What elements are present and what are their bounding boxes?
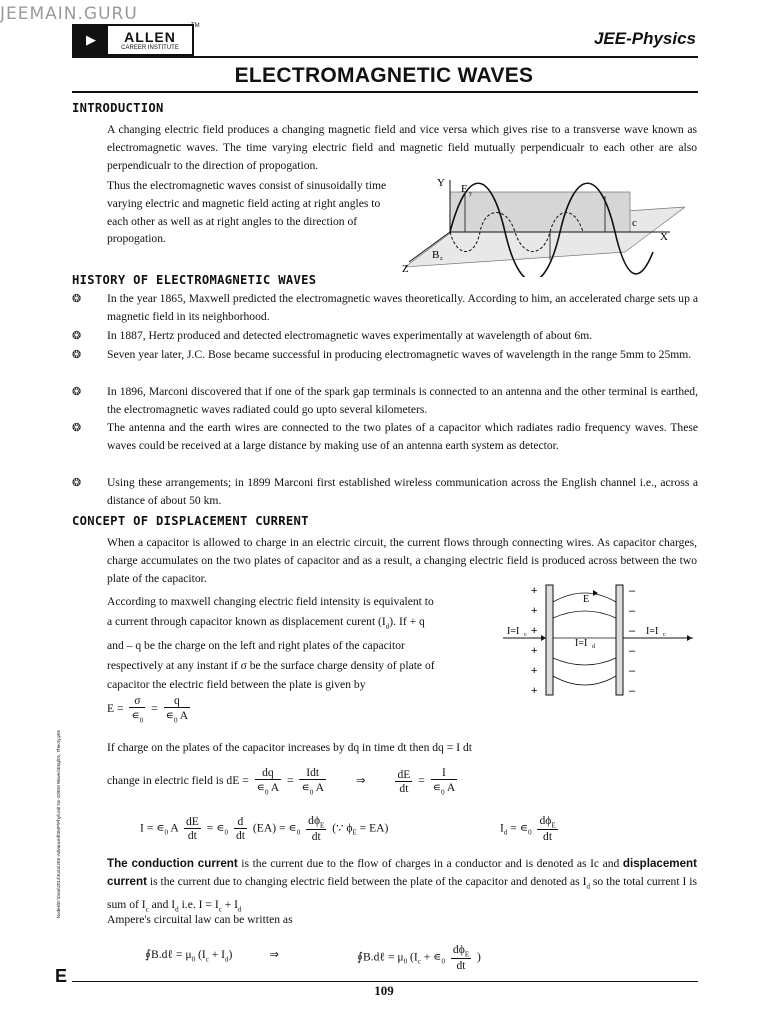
history-item-3 <box>72 346 698 364</box>
displacement-paragraph-3: If charge on the plates of the capacitor increases by dq in time dt then dq = I dt <box>107 741 472 754</box>
p2-line-2: a current through capacitor known as displacement curent (I <box>107 614 386 628</box>
bullet-icon: ❂ <box>72 385 82 398</box>
bz-label: B <box>432 249 440 261</box>
ey-sub: y <box>469 191 472 197</box>
z-axis-label: Z <box>402 263 409 275</box>
car-icon: ▶ <box>74 26 108 54</box>
p2-line-2-end: ). If + q <box>389 614 425 628</box>
bz-sub: z <box>440 256 443 262</box>
title-rule <box>72 91 698 93</box>
y-axis-label: Y <box>437 177 445 189</box>
eq-text: = <box>287 773 294 787</box>
history-item-5 <box>72 419 698 455</box>
left-current-sub: c <box>524 632 527 638</box>
plus-sign: + <box>531 625 538 637</box>
equation-field <box>107 694 193 724</box>
displacement-heading: CONCEPT OF DISPLACEMENT CURRENT <box>72 514 309 528</box>
history-item-text: The antenna and the earth wires are connected to the two plates of a capacitor which radiates radio frequency waves. These waves could be received at a large distance by making use of an antenna earth system as detector. <box>107 421 698 452</box>
fraction: $\frac{d\phi_E}{dt}$ <box>539 814 556 844</box>
fraction: $\frac{\text{Idt}}{∊_0 A}$ <box>301 766 324 797</box>
minus-sign: – <box>629 685 636 697</box>
fraction: $\frac{dE}{dt}$ <box>185 815 199 843</box>
field-label: E <box>583 594 590 605</box>
p2-line-4: respectively at any instant if σ be the surface charge density of plate of <box>107 658 435 672</box>
ey-label: E <box>461 183 468 195</box>
p2-line-5: capacitor the electric field between the plate is given by <box>107 678 366 692</box>
conduction-current-term: The conduction current <box>107 857 238 870</box>
fraction: $\frac{dq}{∊_0 A}$ <box>256 766 280 797</box>
fraction: $\frac{dE}{dt}$ <box>397 767 411 795</box>
implies-symbol: ⇒ <box>355 773 366 787</box>
allen-logo <box>72 24 194 56</box>
history-item-4 <box>72 383 698 419</box>
p2-line-3: and – q be the charge on the left and right plates of the capacitor <box>107 639 405 653</box>
fraction: $\frac{q}{∊_0 A}$ <box>165 694 189 725</box>
bullet-icon: ❂ <box>72 421 82 434</box>
bullet-icon: ❂ <box>72 292 82 305</box>
plus-sign: + <box>531 585 538 597</box>
history-item-text: Seven year later, J.C. Bose became successful in producing electromagnetic waves of wavelength in the range 5mm to 25mm. <box>107 348 692 361</box>
plus-sign: + <box>531 665 538 677</box>
intro-heading: INTRODUCTION <box>72 101 164 115</box>
history-item-1 <box>72 290 698 326</box>
displacement-paragraph-4: The conduction current is the current due to the flow of charges in a conductor and is denoted as Ic and displacement current is the current due to changing electric field between the plate of the capacitor and denoted as $I_d$ so the total current I is sum of $I_c$ and $I_d$ i.e. $I = I_c + I_d$ <box>107 857 698 914</box>
fraction: $\frac{d\phi_E}{dt}$ <box>308 814 325 844</box>
eq-text: change in electric field is dE = <box>107 773 249 787</box>
equation-ampere-1: ∮B.dℓ = $\mu_0$ $(I_c + I_d)$ ⇒ <box>145 948 280 964</box>
bullet-icon: ❂ <box>72 329 82 342</box>
history-item-text: In 1896, Marconi discovered that if one of the spark gap terminals is connected to an antenna and the other terminal is earthed, the electromagnetic waves radiated could go upto several kilometers. <box>107 385 698 416</box>
eq-text: = <box>151 701 158 715</box>
minus-sign: – <box>629 585 636 597</box>
history-item-2 <box>72 327 698 345</box>
history-item-text: In 1887, Hertz produced and detected electromagnetic waves experimentally at wavelength of about 6m. <box>107 329 593 342</box>
displacement-paragraph-5: Ampere's circuital law can be written as <box>107 913 293 926</box>
equation-dE <box>107 766 460 796</box>
c-label: c <box>632 217 637 229</box>
eq-text: I = <box>140 821 154 835</box>
page-number: 109 <box>374 983 394 998</box>
footer-rule <box>72 981 698 982</box>
em-wave-figure <box>395 172 685 277</box>
minus-sign: – <box>629 625 636 637</box>
fraction: $\frac{I}{∊_0 A}$ <box>432 766 456 797</box>
plus-sign: + <box>531 605 538 617</box>
equation-ampere-2: ∮B.dℓ = $\mu_0$ ($I_c$ + $∊_0$ $\frac{d\phi_E}{dt}$ ) <box>357 943 481 973</box>
displacement-current-term: displacement current <box>107 857 698 888</box>
watermark: JEEMAIN.GURU <box>0 4 138 24</box>
plus-sign: + <box>531 645 538 657</box>
displacement-paragraph-1: When a capacitor is allowed to charge in an electric circuit, the current flows through connecting wires. As capacitor charges, charge accumulates on the two plates of capacitor and as a result, a changing electric field is produced across between the two plate of the capacitor. <box>107 536 697 585</box>
history-item-6 <box>72 474 698 510</box>
equation-Id: $I_d$ = $∊_0$ $\frac{d\phi_E}{dt}$ <box>500 814 556 844</box>
subject-label: JEE-Physics <box>593 29 696 48</box>
intro-paragraph-2: Thus the electromagnetic waves consist of sinusoidally time varying electric and magnetic field acting at right angles to each other as well as at right angles to the direction of propogation. <box>107 179 387 246</box>
minus-sign: – <box>629 605 636 617</box>
plus-sign: + <box>531 685 538 697</box>
eq-text: = <box>418 773 425 787</box>
history-item-text: In the year 1865, Maxwell predicted the electromagnetic waves theoretically. According to him, an accelerated charge sets up a magnetic field in its neighborhood. <box>107 292 698 323</box>
intro-paragraph-1: A changing electric field produces a changing magnetic field and vice versa which gives rise to a transverse wave known as electromagnetic waves. The time varying electric field and magnetic field mutually perpendicualr to each other are also perpendicualr to the direction of propogation. <box>107 123 697 172</box>
x-axis-label: X <box>660 231 668 243</box>
logo-sub: CAREER INSTITUTE <box>121 44 179 51</box>
displacement-current-label: I=I <box>575 638 588 649</box>
minus-sign: – <box>629 645 636 657</box>
bullet-icon: ❂ <box>72 348 82 361</box>
bullet-icon: ❂ <box>72 476 82 489</box>
right-current-sub: c <box>663 632 666 638</box>
p2-line-1: According to maxwell changing electric field intensity is equivalent to <box>107 595 434 608</box>
logo-tm: TM <box>191 23 200 29</box>
page-title: ELECTROMAGNETIC WAVES <box>234 64 534 87</box>
fraction: $\frac{d}{dt}$ <box>235 815 245 843</box>
corner-mark: E <box>55 966 68 986</box>
eq-text: E = <box>107 701 124 715</box>
displacement-paragraph-2 <box>107 592 483 695</box>
history-item-text: Using these arrangements; in 1899 Marconi first established wireless communication across the English channel i.e., across a distance of about 50 km. <box>107 476 698 507</box>
right-current-label: I=I <box>646 626 659 637</box>
displacement-current-sub: d <box>592 644 595 650</box>
fraction: $\frac{d\phi_E}{dt}$ <box>452 943 470 973</box>
fraction: $\frac{\sigma}{∊_0}$ <box>131 694 144 725</box>
capacitor-figure <box>503 580 693 700</box>
history-heading: HISTORY OF ELECTROMAGNETIC WAVES <box>72 273 317 287</box>
minus-sign: – <box>629 665 636 677</box>
file-path-sidebar: Node6\E:\Data\2014\Kota\JEE-Advanced\SMP\Phy\Unit No-10\EM Waves\Eng\01. Theory.p65 <box>56 730 61 919</box>
left-current-label: I=I <box>507 626 520 637</box>
equation-displacement-current: $I = ∊_0$ A $\frac{dE}{dt}$ = $∊_0$ $\frac{d}{dt}$ $(EA) = ∊_0$ $\frac{d\phi_E}{dt}$ (∵ $\phi_E = EA$) <box>140 814 389 844</box>
p2-sub: d <box>385 621 390 630</box>
header-rule <box>72 56 698 58</box>
implies-symbol: ⇒ <box>269 948 280 961</box>
logo-brand: ALLEN <box>124 28 176 45</box>
